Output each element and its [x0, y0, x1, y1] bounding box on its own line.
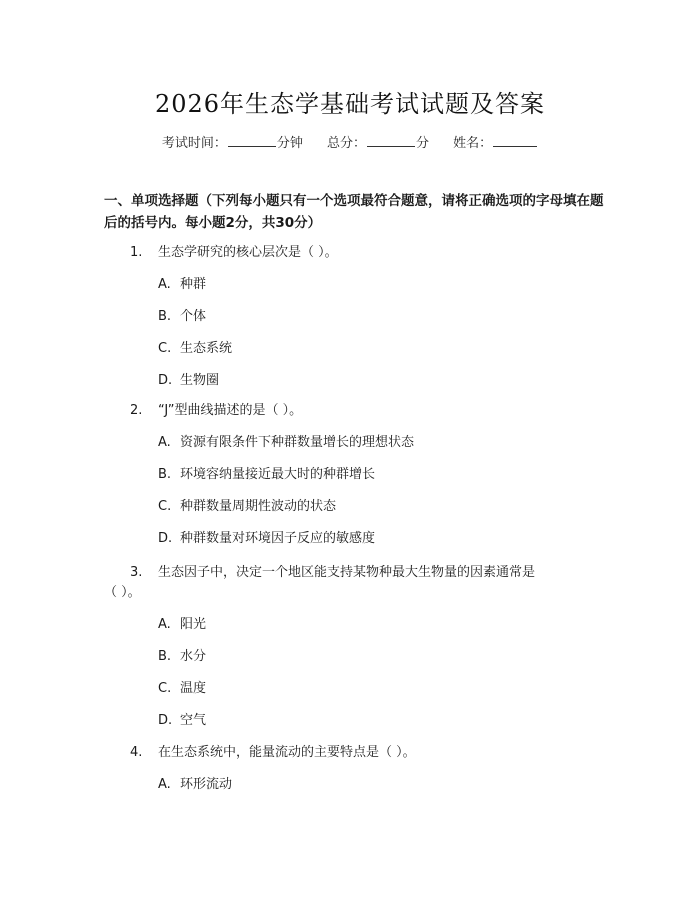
answer-option: [158, 274, 578, 296]
option-letter: C.: [158, 499, 172, 514]
answer-option: [158, 370, 578, 392]
answer-option: [158, 614, 578, 636]
question-stem: [130, 562, 570, 584]
option-text: 个体: [180, 309, 207, 324]
total-score-blank: [367, 134, 415, 147]
question-text: “J”型曲线描述的是（ ）。: [158, 403, 303, 418]
page-title: 2026年生态学基础考试试题及答案: [154, 90, 546, 118]
answer-option: [158, 464, 578, 486]
option-letter: A.: [158, 277, 171, 292]
question-number: 3.: [130, 565, 143, 580]
question-text: 生态学研究的核心层次是（ ）。: [158, 245, 338, 260]
option-text: 种群数量对环境因子反应的敏感度: [180, 531, 376, 546]
exam-time-unit: 分钟: [276, 136, 303, 151]
option-letter: D.: [158, 713, 173, 728]
option-letter: B.: [158, 467, 172, 482]
option-letter: A.: [158, 777, 171, 792]
answer-option: [158, 496, 578, 518]
option-text: 资源有限条件下种群数量增长的理想状态: [180, 435, 415, 450]
exam-time-label: 考试时间：: [161, 136, 227, 151]
question-stem: [130, 400, 570, 422]
exam-time-blank: [228, 134, 276, 147]
question-stem: [130, 742, 570, 764]
answer-option: [158, 774, 578, 796]
option-letter: C.: [158, 341, 172, 356]
exam-meta-line: [0, 132, 700, 151]
question-number: 4.: [130, 745, 143, 760]
option-text: 温度: [180, 681, 207, 696]
option-text: 种群: [180, 277, 207, 292]
option-text: 种群数量周期性波动的状态: [180, 499, 337, 514]
option-text: 环形流动: [180, 777, 233, 792]
exam-time-field: [162, 132, 303, 151]
option-letter: B.: [158, 649, 172, 664]
option-text: 环境容纳量接近最大时的种群增长: [180, 467, 376, 482]
total-score-label: 总分：: [326, 136, 366, 151]
answer-option: [158, 528, 578, 550]
answer-option: [158, 678, 578, 700]
answer-option: [158, 306, 578, 328]
option-letter: B.: [158, 309, 172, 324]
student-name-label: 姓名：: [453, 136, 493, 151]
question-number: 2.: [130, 403, 143, 418]
option-letter: C.: [158, 681, 172, 696]
question-text: 在生态系统中，能量流动的主要特点是（ ）。: [158, 745, 416, 760]
option-text: 阳光: [180, 617, 207, 632]
option-letter: D.: [158, 531, 173, 546]
total-score-unit: 分: [416, 136, 430, 151]
option-letter: A.: [158, 435, 171, 450]
question-stem-continuation: （ ）。: [104, 585, 141, 600]
section-header: 一、单项选择题（下列每小题只有一个选项最符合题意，请将正确选项的字母填在题后的括号内。每小题2分，共30分）: [104, 193, 604, 231]
question-text: 生态因子中，决定一个地区能支持某物种最大生物量的因素通常是: [158, 565, 536, 580]
answer-option: [158, 646, 578, 668]
answer-option: [158, 338, 578, 360]
option-letter: A.: [158, 617, 171, 632]
option-letter: D.: [158, 373, 173, 388]
answer-option: [158, 710, 578, 732]
question-stem: [130, 242, 570, 264]
option-text: 生态系统: [180, 341, 233, 356]
question-number: 1.: [130, 245, 143, 260]
option-text: 空气: [180, 713, 207, 728]
option-text: 生物圈: [180, 373, 220, 388]
answer-option: [158, 432, 578, 454]
student-name-blank: [493, 134, 537, 147]
student-name-field: [453, 132, 538, 151]
total-score-field: [327, 132, 429, 151]
option-text: 水分: [180, 649, 207, 664]
